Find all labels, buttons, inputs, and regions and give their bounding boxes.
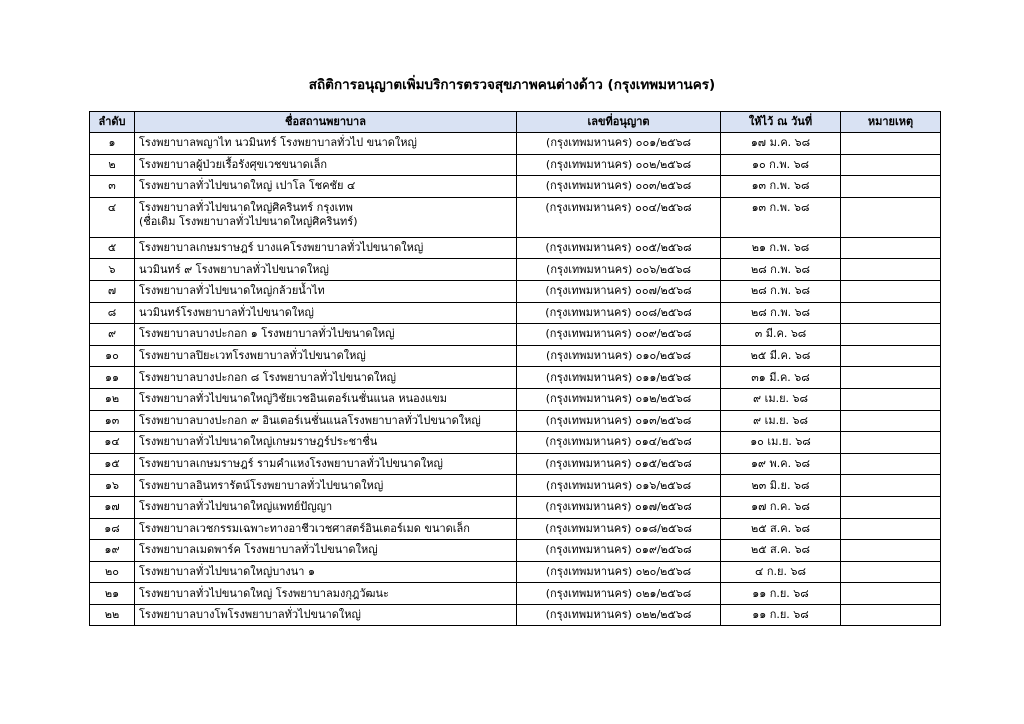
- license-number: (กรุงเทพมหานคร) ๐๒๒/๒๕๖๘: [517, 604, 721, 626]
- issue-date: ๒๘ ก.พ. ๖๘: [721, 259, 841, 281]
- license-number: (กรุงเทพมหานคร) ๐๐๓/๒๕๖๘: [517, 176, 721, 198]
- license-number: (กรุงเทพมหานคร) ๐๑๙/๒๕๖๘: [517, 540, 721, 562]
- hospital-name: [135, 475, 517, 497]
- table-row: [90, 388, 941, 410]
- hospital-name-text: โรงพยาบาลบางปะกอก ๑ โรงพยาบาลทั่วไปขนาดใหญ่: [139, 327, 395, 341]
- row-number: ๓: [90, 176, 135, 198]
- issue-date: ๑๓ ก.พ. ๖๘: [721, 197, 841, 237]
- license-number: (กรุงเทพมหานคร) ๐๑๖/๒๕๖๘: [517, 475, 721, 497]
- row-number: ๑๕: [90, 453, 135, 475]
- row-number: ๖: [90, 259, 135, 281]
- table-row: [90, 133, 941, 155]
- header-license-number: เลขที่อนุญาต: [517, 112, 721, 133]
- hospital-name: [135, 367, 517, 389]
- hospital-name-text: โรงพยาบาลอินทรารัตน์โรงพยาบาลทั่วไปขนาดใหญ่: [139, 478, 384, 492]
- issue-date: ๑๑ ก.ย. ๖๘: [721, 604, 841, 626]
- hospital-name: [135, 561, 517, 583]
- issue-date: ๒๘ ก.พ. ๖๘: [721, 302, 841, 324]
- hospital-name-text: โรงพยาบาลบางปะกอก ๙ อินเตอร์เนชั่นแนลโรงพยาบาลทั่วไปขนาดใหญ่: [139, 413, 481, 427]
- license-number: (กรุงเทพมหานคร) ๐๑๔/๒๕๖๘: [517, 432, 721, 454]
- row-number: ๑๔: [90, 432, 135, 454]
- license-number: (กรุงเทพมหานคร) ๐๑๑/๒๕๖๘: [517, 367, 721, 389]
- hospital-name: [135, 154, 517, 176]
- remarks: [841, 388, 941, 410]
- table-row: [90, 453, 941, 475]
- table-row: [90, 237, 941, 259]
- license-table: [89, 111, 941, 626]
- issue-date: ๑๙ พ.ค. ๖๘: [721, 453, 841, 475]
- table-row: [90, 367, 941, 389]
- remarks: [841, 496, 941, 518]
- row-number: ๑๘: [90, 518, 135, 540]
- table-row: [90, 540, 941, 562]
- hospital-name-text: นวมินทร์โรงพยาบาลทั่วไปขนาดใหญ่: [139, 305, 314, 319]
- issue-date: ๒๓ มิ.ย. ๖๘: [721, 475, 841, 497]
- hospital-name-text: โรงพยาบาลบางโพโรงพยาบาลทั่วไปขนาดใหญ่: [139, 608, 361, 622]
- hospital-name-text: โรงพยาบาลทั่วไปขนาดใหญ่วิชัยเวชอินเตอร์เนชั่นแนล หนองแขม: [139, 392, 448, 406]
- license-number: (กรุงเทพมหานคร) ๐๒๑/๒๕๖๘: [517, 583, 721, 605]
- license-number: (กรุงเทพมหานคร) ๐๑๐/๒๕๖๘: [517, 345, 721, 367]
- table-row: [90, 302, 941, 324]
- hospital-name-text: โรงพยาบาลทั่วไปขนาดใหญ่ศิครินทร์ กรุงเทพ: [139, 200, 353, 214]
- remarks: [841, 410, 941, 432]
- issue-date: ๑๐ ก.พ. ๖๘: [721, 154, 841, 176]
- row-number: ๑๐: [90, 345, 135, 367]
- hospital-name-text: นวมินทร์ ๙ โรงพยาบาลทั่วไปขนาดใหญ่: [139, 262, 329, 276]
- hospital-former-name-text: (ชื่อเดิม โรงพยาบาลทั่วไปขนาดใหญ่ศิครินทร์): [139, 214, 358, 228]
- remarks: [841, 432, 941, 454]
- row-number: ๑๖: [90, 475, 135, 497]
- hospital-name: [135, 496, 517, 518]
- hospital-name: [135, 583, 517, 605]
- table-row: [90, 432, 941, 454]
- row-number: ๕: [90, 237, 135, 259]
- hospital-name-text: โรงพยาบาลพญาไท นวมินทร์ โรงพยาบาลทั่วไป ขนาดใหญ่: [139, 136, 417, 150]
- hospital-name: [135, 604, 517, 626]
- table-row: [90, 259, 941, 281]
- issue-date: ๑๓ ก.พ. ๖๘: [721, 176, 841, 198]
- license-number: (กรุงเทพมหานคร) ๐๐๕/๒๕๖๘: [517, 237, 721, 259]
- table-row: [90, 176, 941, 198]
- hospital-name: [135, 324, 517, 346]
- hospital-name-text: โรงพยาบาลทั่วไปขนาดใหญ่เกษมราษฎร์ประชาชื่น: [139, 435, 378, 449]
- hospital-name: [135, 410, 517, 432]
- row-number: ๑๓: [90, 410, 135, 432]
- issue-date: ๒๕ ส.ค. ๖๘: [721, 540, 841, 562]
- hospital-name-text: โรงพยาบาลทั่วไปขนาดใหญ่บางนา ๑: [139, 564, 315, 578]
- hospital-name: [135, 518, 517, 540]
- header-no: ลำดับ: [90, 112, 135, 133]
- remarks: [841, 453, 941, 475]
- remarks: [841, 345, 941, 367]
- license-number: (กรุงเทพมหานคร) ๐๒๐/๒๕๖๘: [517, 561, 721, 583]
- license-number: (กรุงเทพมหานคร) ๐๐๙/๒๕๖๘: [517, 324, 721, 346]
- remarks: [841, 280, 941, 302]
- license-number: (กรุงเทพมหานคร) ๐๑๕/๒๕๖๘: [517, 453, 721, 475]
- hospital-name: [135, 176, 517, 198]
- issue-date: ๔ ก.ย. ๖๘: [721, 561, 841, 583]
- table-row: [90, 496, 941, 518]
- hospital-name-text: โรงพยาบาลเวชกรรมเฉพาะทางอาชีวเวชศาสตร์อินเตอร์เมด ขนาดเล็ก: [139, 521, 470, 535]
- hospital-name: [135, 280, 517, 302]
- issue-date: ๑๗ ม.ค. ๖๘: [721, 133, 841, 155]
- row-number: ๑๗: [90, 496, 135, 518]
- row-number: ๒๑: [90, 583, 135, 605]
- issue-date: ๓๑ มี.ค. ๖๘: [721, 367, 841, 389]
- hospital-name: [135, 133, 517, 155]
- hospital-name-text: โรงพยาบาลผู้ป่วยเรื้อรังศุขเวชขนาดเล็ก: [139, 157, 327, 171]
- remarks: [841, 176, 941, 198]
- issue-date: ๑๑ ก.ย. ๖๘: [721, 583, 841, 605]
- row-number: ๑: [90, 133, 135, 155]
- hospital-name-text: โรงพยาบาลทั่วไปขนาดใหญ่ โรงพยาบาลมงกุฎวัฒนะ: [139, 586, 389, 600]
- hospital-name-text: โรงพยาบาลบางปะกอก ๘ โรงพยาบาลทั่วไปขนาดใหญ่: [139, 370, 397, 384]
- table-row: [90, 324, 941, 346]
- row-number: ๒: [90, 154, 135, 176]
- table-row: [90, 280, 941, 302]
- license-number: (กรุงเทพมหานคร) ๐๐๘/๒๕๖๘: [517, 302, 721, 324]
- remarks: [841, 604, 941, 626]
- hospital-name: [135, 540, 517, 562]
- license-number: (กรุงเทพมหานคร) ๐๐๑/๒๕๖๘: [517, 133, 721, 155]
- remarks: [841, 302, 941, 324]
- hospital-name: [135, 388, 517, 410]
- remarks: [841, 475, 941, 497]
- license-number: (กรุงเทพมหานคร) ๐๐๖/๒๕๖๘: [517, 259, 721, 281]
- issue-date: ๒๘ ก.พ. ๖๘: [721, 280, 841, 302]
- license-number: (กรุงเทพมหานคร) ๐๑๓/๒๕๖๘: [517, 410, 721, 432]
- issue-date: ๒๕ มี.ค. ๖๘: [721, 345, 841, 367]
- remarks: [841, 561, 941, 583]
- hospital-name-text: โรงพยาบาลเกษมราษฎร์ รามคำแหงโรงพยาบาลทั่วไปขนาดใหญ่: [139, 457, 443, 471]
- issue-date: ๙ เม.ย. ๖๘: [721, 410, 841, 432]
- remarks: [841, 540, 941, 562]
- hospital-name-text: โรงพยาบาลทั่วไปขนาดใหญ่ เปาโล โชคชัย ๔: [139, 179, 356, 193]
- row-number: ๒๒: [90, 604, 135, 626]
- row-number: ๑๑: [90, 367, 135, 389]
- row-number: ๑๒: [90, 388, 135, 410]
- remarks: [841, 367, 941, 389]
- license-number: (กรุงเทพมหานคร) ๐๑๗/๒๕๖๘: [517, 496, 721, 518]
- issue-date: ๙ เม.ย. ๖๘: [721, 388, 841, 410]
- hospital-name-text: โรงพยาบาลเกษมราษฎร์ บางแคโรงพยาบาลทั่วไปขนาดใหญ่: [139, 241, 424, 255]
- license-number: (กรุงเทพมหานคร) ๐๑๒/๒๕๖๘: [517, 388, 721, 410]
- remarks: [841, 197, 941, 237]
- table-header-row: [90, 112, 941, 133]
- table-body: [90, 133, 941, 626]
- table-row: [90, 410, 941, 432]
- hospital-name: [135, 197, 517, 237]
- hospital-name: [135, 259, 517, 281]
- license-number: (กรุงเทพมหานคร) ๐๐๔/๒๕๖๘: [517, 197, 721, 237]
- issue-date: ๑๐ เม.ย. ๖๘: [721, 432, 841, 454]
- row-number: ๘: [90, 302, 135, 324]
- remarks: [841, 518, 941, 540]
- issue-date: ๓ มี.ค. ๖๘: [721, 324, 841, 346]
- remarks: [841, 133, 941, 155]
- issue-date: ๒๑ ก.พ. ๖๘: [721, 237, 841, 259]
- row-number: ๒๐: [90, 561, 135, 583]
- table-row: [90, 518, 941, 540]
- header-issue-date: ให้ไว้ ณ วันที่: [721, 112, 841, 133]
- table-row: [90, 583, 941, 605]
- hospital-name-text: โรงพยาบาลทั่วไปขนาดใหญ่กล้วยน้ำไท: [139, 284, 325, 298]
- remarks: [841, 259, 941, 281]
- header-hospital-name: ชื่อสถานพยาบาล: [135, 112, 517, 133]
- hospital-name: [135, 237, 517, 259]
- license-number: (กรุงเทพมหานคร) ๐๐๗/๒๕๖๘: [517, 280, 721, 302]
- table-row: [90, 604, 941, 626]
- table-row: [90, 475, 941, 497]
- remarks: [841, 583, 941, 605]
- table-row: [90, 561, 941, 583]
- row-number: ๗: [90, 280, 135, 302]
- row-number: ๙: [90, 324, 135, 346]
- hospital-name-text: โรงพยาบาลปิยะเวทโรงพยาบาลทั่วไปขนาดใหญ่: [139, 349, 366, 363]
- hospital-name: [135, 302, 517, 324]
- table-row: [90, 154, 941, 176]
- hospital-name-text: โรงพยาบาลเมดพาร์ค โรงพยาบาลทั่วไปขนาดใหญ่: [139, 543, 378, 557]
- license-number: (กรุงเทพมหานคร) ๐๐๒/๒๕๖๘: [517, 154, 721, 176]
- table-row: [90, 197, 941, 237]
- row-number: ๔: [90, 197, 135, 237]
- hospital-name-text: โรงพยาบาลทั่วไปขนาดใหญ่แพทย์ปัญญา: [139, 500, 333, 514]
- hospital-name: [135, 432, 517, 454]
- header-remarks: หมายเหตุ: [841, 112, 941, 133]
- hospital-name: [135, 453, 517, 475]
- hospital-name: [135, 345, 517, 367]
- page-title: สถิติการอนุญาตเพิ่มบริการตรวจสุขภาพคนต่างด้าว (กรุงเทพมหานคร): [308, 77, 716, 93]
- remarks: [841, 237, 941, 259]
- table-row: [90, 345, 941, 367]
- remarks: [841, 324, 941, 346]
- row-number: ๑๙: [90, 540, 135, 562]
- license-number: (กรุงเทพมหานคร) ๐๑๘/๒๕๖๘: [517, 518, 721, 540]
- issue-date: ๒๕ ส.ค. ๖๘: [721, 518, 841, 540]
- remarks: [841, 154, 941, 176]
- issue-date: ๑๗ ก.ค. ๖๘: [721, 496, 841, 518]
